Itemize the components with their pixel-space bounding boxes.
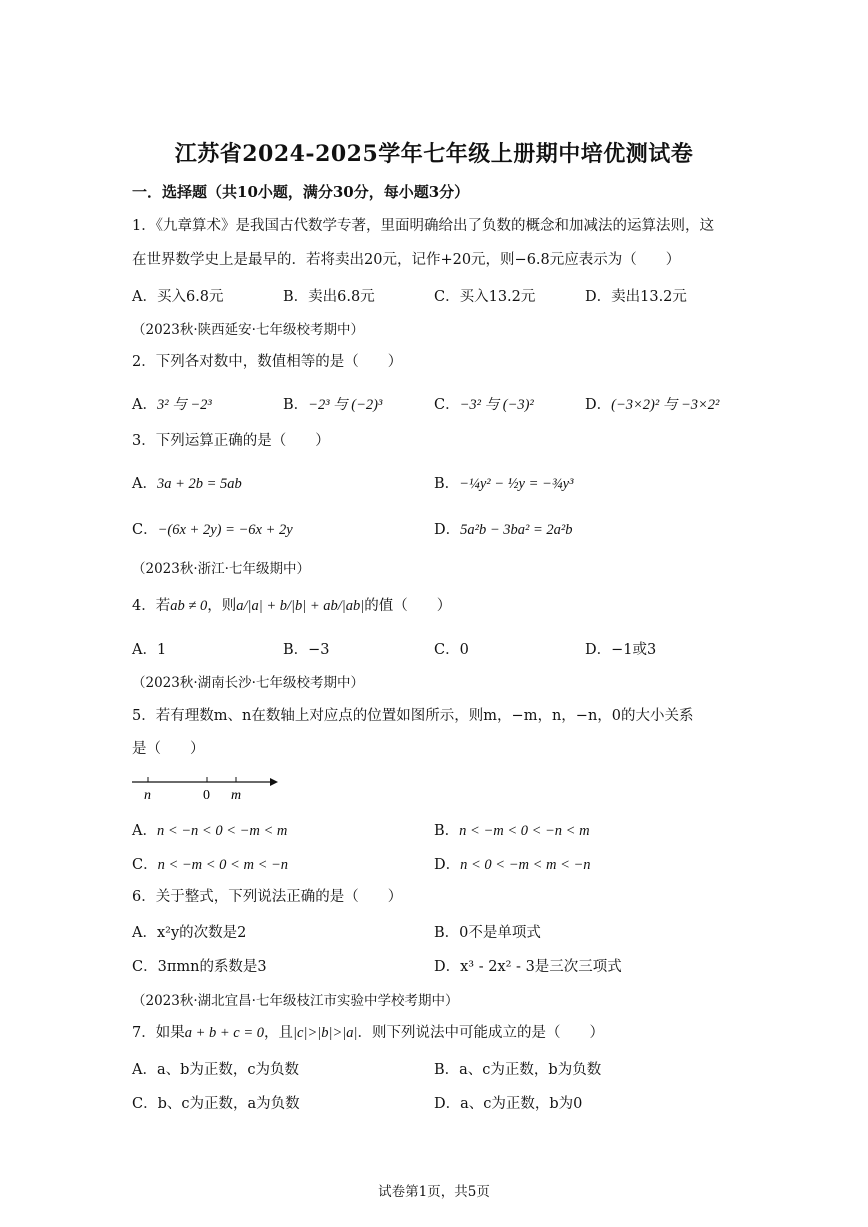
q5-option-d [434, 853, 591, 874]
q2-stem: 2．下列各对数中，数值相等的是（ ） [132, 354, 403, 370]
q3-option-b-label: B． [434, 476, 460, 492]
arrow-icon [270, 778, 278, 786]
q2-option-a [132, 393, 212, 414]
q5-option-a-math: n < −n < 0 < −m < m [156, 823, 288, 839]
number-line-figure [128, 772, 288, 806]
q4-stem [132, 596, 451, 616]
q1-option-c: C．买入13.2元 [434, 289, 536, 305]
q7-option-b: B．a、c为正数，b为负数 [434, 1062, 602, 1078]
exam-title: 江苏省2024-2025学年七年级上册期中培优测试卷 [174, 141, 694, 167]
q3-option-c-label: C． [132, 522, 158, 538]
q2-option-a-math: 3² 与 −2³ [156, 397, 212, 413]
q5-option-c [132, 853, 288, 874]
q4-source: （2023秋·浙江·七年级期中） [132, 561, 310, 577]
q7-condition-sum: a + b + c = 0 [184, 1025, 265, 1041]
q5-option-a-label: A． [132, 823, 157, 839]
q1-stem-line2: 在世界数学史上是最早的．若将卖出20元，记作+20元，则−6.8元应表示为（ ） [132, 252, 681, 268]
q5-stem-line1: 5．若有理数m、n在数轴上对应点的位置如图所示，则m，−m，n，−n，0的大小关系 [132, 708, 694, 724]
q4-condition: ab ≠ 0 [170, 598, 208, 614]
q4-option-c: C．0 [434, 642, 469, 658]
q5-option-a [132, 819, 287, 840]
q1-stem-line1: 1．《九章算术》是我国古代数学专著，里面明确给出了负数的概念和加减法的运算法则，这 [132, 218, 714, 234]
q7-stem [132, 1023, 604, 1043]
q6-option-b: B．0不是单项式 [434, 925, 541, 941]
q5-option-b [434, 819, 590, 840]
q1-option-a: A．买入6.8元 [132, 289, 224, 305]
q2-option-d-math: (−3×2)² 与 −3×2² [611, 397, 720, 413]
q5-option-d-label: D． [434, 857, 461, 873]
q2-option-b-label: B． [283, 397, 309, 413]
q2-option-a-label: A． [132, 397, 157, 413]
q2-option-c-math: −3² 与 (−3)² [459, 397, 534, 413]
q3-option-a-math: 3a + 2b = 5ab [156, 476, 242, 492]
page-footer: 试卷第1页，共5页 [378, 1184, 490, 1200]
q1-option-b: B．卖出6.8元 [283, 289, 375, 305]
q3-option-c-math: −(6x + 2y) = −6x + 2y [157, 522, 293, 538]
q3-stem: 3．下列运算正确的是（ ） [132, 433, 330, 449]
q3-option-c [132, 518, 293, 539]
q5-option-b-label: B． [434, 823, 460, 839]
q4-option-a: A．1 [132, 642, 167, 658]
q3-option-a [132, 472, 242, 493]
q6-stem: 6．关于整式，下列说法正确的是（ ） [132, 889, 403, 905]
q2-option-c-label: C． [434, 397, 460, 413]
q6-option-c: C．3πmn的系数是3 [132, 959, 267, 975]
q2-option-b [283, 393, 382, 414]
axis-label-m: m [231, 788, 242, 803]
q4-option-d: D．−1或3 [585, 642, 657, 658]
q2-option-c [434, 393, 534, 414]
q7-option-c: C．b、c为正数，a为负数 [132, 1096, 300, 1112]
axis-label-n: n [144, 788, 151, 803]
q4-expression: a/|a| + b/|b| + ab/|ab| [236, 598, 365, 614]
q4-stem-pre: 4．若 [132, 598, 171, 614]
q2-option-d [585, 393, 719, 414]
q7-stem-mid: ，且 [264, 1025, 294, 1041]
q6-option-a: A．x²y的次数是2 [132, 925, 247, 941]
q2-option-d-label: D． [585, 397, 612, 413]
q3-option-b-math: −¼y² − ½y = −¾y³ [459, 476, 574, 492]
q5-source: （2023秋·湖南长沙·七年级校考期中） [132, 675, 364, 691]
q7-stem-pre: 7．如果 [132, 1025, 185, 1041]
q5-option-c-label: C． [132, 857, 158, 873]
q3-option-a-label: A． [132, 476, 157, 492]
q4-option-b: B．−3 [283, 642, 330, 658]
q6-option-d: D．x³ - 2x² - 3是三次三项式 [434, 959, 622, 975]
q2-option-b-math: −2³ 与 (−2)³ [308, 397, 383, 413]
q3-option-d [434, 518, 573, 539]
q3-option-d-math: 5a²b − 3ba² = 2a²b [460, 522, 573, 538]
q1-option-d: D．卖出13.2元 [585, 289, 687, 305]
q4-stem-mid: ，则 [207, 598, 237, 614]
q4-stem-post: 的值（ ） [364, 598, 452, 614]
q3-option-b [434, 472, 573, 493]
q7-condition-abs: |c|>|b|>|a| [293, 1025, 358, 1041]
q7-source: （2023秋·湖北宜昌·七年级枝江市实验中学校考期中） [132, 993, 459, 1009]
q7-option-a: A．a、b为正数，c为负数 [132, 1062, 300, 1078]
q2-source: （2023秋·陕西延安·七年级校考期中） [132, 322, 364, 338]
q5-option-c-math: n < −m < 0 < m < −n [157, 857, 289, 873]
q7-stem-post: ．则下列说法中可能成立的是（ ） [357, 1025, 604, 1041]
section-heading: 一．选择题（共10小题，满分30分，每小题3分） [132, 183, 470, 201]
q3-option-d-label: D． [434, 522, 461, 538]
q5-option-b-math: n < −m < 0 < −n < m [459, 823, 590, 839]
q5-option-d-math: n < 0 < −m < m < −n [460, 857, 591, 873]
axis-label-zero: 0 [203, 788, 210, 803]
q7-option-d: D．a、c为正数，b为0 [434, 1096, 583, 1112]
q5-stem-line2: 是（ ） [132, 741, 205, 757]
